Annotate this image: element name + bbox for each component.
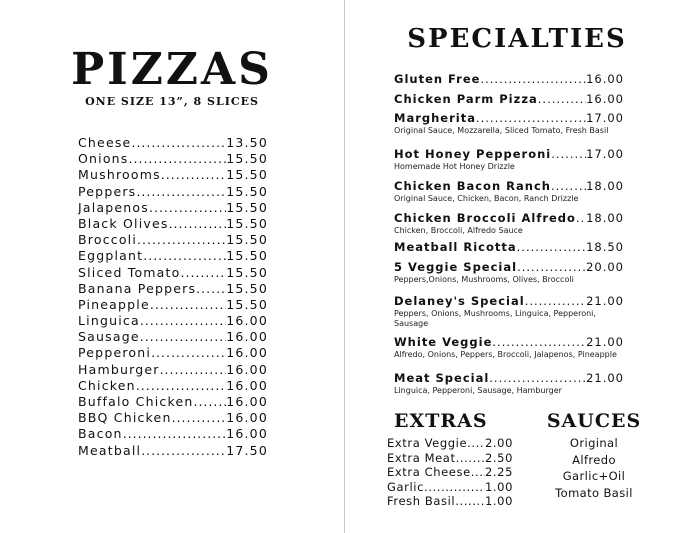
specialty-name: Chicken Parm Pizza (394, 92, 538, 106)
specialty-menu-item (394, 260, 624, 285)
specialty-menu-item (394, 111, 624, 136)
specialty-price: 18.00 (586, 179, 624, 193)
specialty-menu-item (394, 371, 624, 396)
pizza-price: 15.50 (226, 215, 268, 231)
pizza-menu-item (78, 426, 268, 442)
pizza-name: Mushrooms (78, 167, 161, 183)
pizza-price: 15.50 (226, 167, 268, 183)
specialty-name: Meat Special (394, 371, 490, 385)
specialty-row (394, 179, 624, 193)
dot-leader (169, 216, 227, 231)
specialty-menu-item (394, 72, 624, 86)
dot-leader (525, 294, 586, 308)
pizzas-heading: PIZZAS (71, 44, 273, 95)
pizza-name: Sausage (78, 329, 140, 345)
extra-menu-item (387, 480, 513, 495)
specialty-description: Peppers,Onions, Mushrooms, Olives, Broccoli (394, 275, 574, 284)
dot-leader (517, 260, 586, 274)
extra-price: 2.25 (484, 465, 513, 480)
pizza-menu-item (78, 329, 268, 345)
dot-leader (480, 72, 586, 86)
fold-divider (344, 0, 345, 533)
dot-leader (576, 211, 586, 225)
specialty-price: 16.00 (586, 92, 624, 106)
pizza-menu-item (78, 297, 268, 313)
specialty-description: Chicken, Broccoli, Alfredo Sauce (394, 226, 523, 235)
specialty-name: Hot Honey Pepperoni (394, 147, 552, 161)
pizza-menu-item (78, 232, 268, 248)
dot-leader (123, 426, 227, 441)
specialty-menu-item (394, 211, 624, 236)
extra-price: 2.50 (484, 450, 513, 465)
dot-leader (151, 345, 226, 360)
extra-name: Garlic (387, 479, 424, 494)
pizza-menu-item (78, 410, 268, 426)
specialty-price: 18.50 (586, 240, 624, 254)
specialty-price: 17.00 (586, 147, 624, 161)
pizza-price: 16.00 (226, 329, 268, 345)
dot-leader (455, 494, 485, 508)
specialty-name: Meatball Ricotta (394, 240, 517, 254)
pizza-name: Pineapple (78, 296, 150, 312)
specialty-price: 21.00 (586, 335, 624, 349)
specialties-heading: SPECIALTIES (407, 24, 627, 54)
dot-leader (136, 184, 226, 199)
dot-leader (131, 135, 226, 150)
dot-leader (456, 451, 485, 465)
pizza-name: Jalapenos (78, 199, 149, 215)
pizza-menu-item (78, 151, 268, 167)
pizza-name: Eggplant (78, 248, 144, 264)
pizza-price: 16.00 (226, 313, 268, 329)
specialty-name: Gluten Free (394, 72, 481, 86)
extra-name: Extra Meat (387, 450, 456, 465)
pizza-menu-item (78, 394, 268, 410)
pizza-name: Bacon (78, 426, 123, 442)
dot-leader (161, 167, 226, 182)
pizza-price: 15.50 (226, 264, 268, 280)
pizza-price: 15.50 (226, 232, 268, 248)
specialty-name: White Veggie (394, 335, 493, 349)
pizza-menu-item (78, 265, 268, 281)
dot-leader (489, 371, 586, 385)
pizza-name: Sliced Tomato (78, 264, 181, 280)
pizza-menu-item (78, 345, 268, 361)
pizza-name: BBQ Chicken (78, 410, 172, 426)
pizza-name: Buffalo Chicken (78, 394, 194, 409)
specialty-menu-item (394, 92, 624, 106)
pizza-menu-item (78, 184, 268, 200)
pizza-list (78, 135, 268, 459)
specialty-menu-item (394, 179, 624, 204)
specialty-name: Chicken Broccoli Alfredo (394, 211, 576, 225)
dot-leader (467, 436, 485, 450)
specialty-description: Original Sauce, Mozzarella, Sliced Tomato, Fresh Basil (394, 126, 609, 135)
dot-leader (141, 443, 226, 458)
extra-price: 1.00 (484, 479, 513, 494)
extras-heading: EXTRAS (394, 410, 488, 432)
sauce-item: Alfredo (572, 452, 616, 467)
sauce-item: Tomato Basil (555, 485, 633, 500)
pizza-name: Banana Peppers (78, 280, 197, 296)
dot-leader (143, 248, 226, 263)
sauce-item: Original (569, 436, 619, 450)
extra-menu-item (387, 451, 513, 466)
extra-menu-item (387, 494, 513, 509)
specialty-name: 5 Veggie Special (394, 260, 518, 274)
pizza-price: 16.00 (226, 345, 268, 361)
pizza-menu-item (78, 281, 268, 297)
dot-leader (517, 240, 586, 254)
specialty-row (394, 371, 624, 385)
specialty-name: Delaney's Special (394, 294, 525, 308)
sauces-heading: SAUCES (546, 410, 642, 432)
extra-menu-item (387, 436, 513, 451)
specialty-row (394, 147, 624, 161)
pizza-name: Black Olives (78, 215, 169, 231)
pizza-menu-item (78, 216, 268, 232)
dot-leader (193, 394, 226, 409)
dot-leader (149, 200, 226, 215)
specialty-description: Homemade Hot Honey Drizzle (394, 162, 515, 171)
extra-menu-item (387, 465, 513, 480)
pizza-price: 16.00 (226, 410, 268, 426)
sauce-item: Garlic+Oil (562, 469, 626, 484)
extra-name: Fresh Basil (387, 494, 456, 509)
specialty-description: Alfredo, Onions, Peppers, Broccoli, Jalapenos, Pineapple (394, 350, 617, 359)
pizza-price: 16.00 (226, 377, 268, 393)
specialty-row (394, 240, 624, 254)
dot-leader (492, 335, 586, 349)
pizza-price: 15.50 (226, 248, 268, 264)
pizza-menu-item (78, 248, 268, 264)
dot-leader (181, 265, 227, 280)
dot-leader (140, 313, 226, 328)
pizza-name: Pepperoni (78, 345, 152, 361)
pizza-name: Hamburger (78, 361, 160, 377)
pizza-name: Broccoli (78, 232, 138, 248)
extra-price: 1.00 (484, 494, 513, 509)
specialty-menu-item (394, 147, 624, 172)
extra-name: Extra Veggie (387, 436, 468, 450)
dot-leader (196, 281, 226, 296)
pizza-price: 16.00 (226, 394, 268, 409)
dot-leader (160, 362, 227, 377)
dot-leader (129, 151, 227, 166)
dot-leader (137, 232, 226, 247)
pizza-price: 15.50 (226, 296, 268, 312)
specialty-row (394, 92, 624, 106)
extras-list (387, 436, 513, 509)
pizza-menu-item (78, 313, 268, 329)
specialty-row (394, 211, 624, 225)
specialty-row (394, 294, 624, 308)
specialty-description: Peppers, Onions, Mushrooms, Linguica, Pepperoni, Sausage (394, 309, 596, 328)
specialty-price: 18.00 (586, 211, 624, 225)
pizza-name: Cheese (78, 135, 132, 150)
sauces-list (532, 436, 656, 502)
pizza-menu-item (78, 167, 268, 183)
specialty-description: Original Sauce, Chicken, Bacon, Ranch Drizzle (394, 194, 579, 203)
pizza-name: Onions (78, 151, 129, 167)
specialty-row (394, 260, 624, 274)
pizza-price: 17.50 (226, 442, 268, 458)
pizza-price: 15.50 (226, 183, 268, 199)
specialty-price: 21.00 (586, 294, 624, 308)
dot-leader (424, 480, 485, 494)
specialty-name: Margherita (394, 111, 476, 125)
specialty-price: 20.00 (586, 260, 624, 274)
pizza-price: 15.50 (226, 280, 268, 296)
pizza-name: Chicken (78, 377, 136, 393)
dot-leader (471, 465, 485, 479)
pizza-price: 16.00 (226, 361, 268, 377)
pizza-price: 15.50 (226, 151, 268, 167)
pizza-menu-item (78, 378, 268, 394)
pizza-menu-item (78, 362, 268, 378)
pizza-menu-item (78, 443, 268, 459)
pizza-price: 15.50 (226, 199, 268, 215)
dot-leader (136, 378, 226, 393)
extra-name: Extra Cheese (387, 465, 471, 480)
pizza-name: Meatball (78, 442, 142, 458)
specialty-menu-item (394, 240, 624, 254)
pizza-price: 16.00 (226, 426, 268, 442)
specialty-price: 17.00 (586, 111, 624, 125)
pizza-price: 13.50 (226, 135, 268, 150)
pizza-name: Peppers (78, 183, 137, 199)
specialty-row (394, 111, 624, 125)
dot-leader (172, 410, 227, 425)
specialty-description: Linguica, Pepperoni, Sausage, Hamburger (394, 386, 562, 395)
pizzas-size-note: ONE SIZE 13”, 8 SLICES (85, 95, 259, 108)
specialty-price: 16.00 (586, 72, 624, 86)
dot-leader (140, 329, 226, 344)
pizza-menu-item (78, 135, 268, 151)
specialty-menu-item (394, 294, 624, 329)
pizza-name: Linguica (78, 313, 140, 329)
specialty-menu-item (394, 335, 624, 360)
pizza-menu-item (78, 200, 268, 216)
dot-leader (538, 92, 586, 106)
specialty-name: Chicken Bacon Ranch (394, 179, 551, 193)
dot-leader (150, 297, 226, 312)
dot-leader (551, 179, 586, 193)
dot-leader (476, 111, 586, 125)
specialty-row (394, 335, 624, 349)
extra-price: 2.00 (484, 436, 513, 450)
specialty-row (394, 72, 624, 86)
specialty-price: 21.00 (586, 371, 624, 385)
dot-leader (551, 147, 586, 161)
